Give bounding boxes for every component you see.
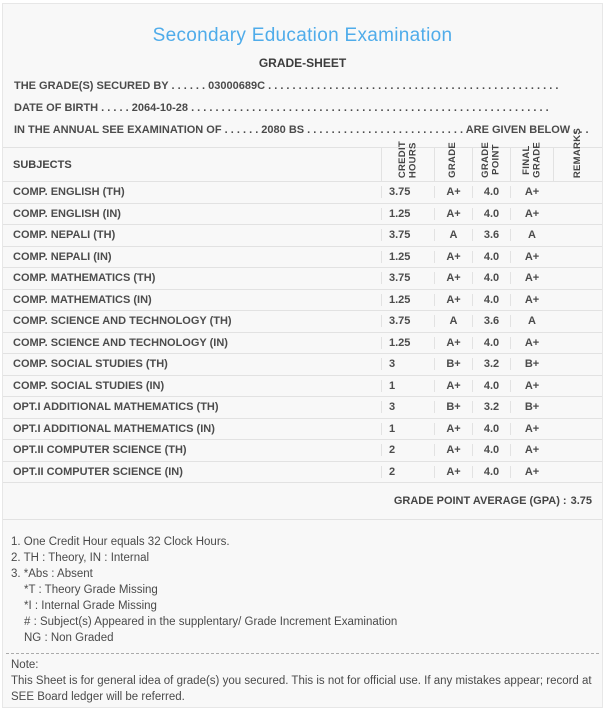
final-grade-cell: A+ [510,251,553,263]
subject-cell: COMP. SCIENCE AND TECHNOLOGY (TH) [13,315,232,328]
subject-cell: COMP. SOCIAL STUDIES (TH) [13,358,168,371]
gpa-row [3,483,602,520]
subject-cell: COMP. SOCIAL STUDIES (IN) [13,379,165,392]
grade-cell: A+ [434,337,472,349]
column-header-remarks [553,127,602,181]
grade-cell: A+ [434,423,472,435]
grade-cell: B+ [434,358,472,370]
grade-point-cell: 4.0 [472,444,510,456]
final-grade-cell: A+ [510,186,553,198]
grade-cell: A+ [434,380,472,392]
credit-hours-cell: 1 [381,423,434,435]
column-header-grade-point [472,142,510,181]
credit-hours-cell: 2 [381,444,434,456]
final-grade-cell: A+ [510,466,553,478]
subject-cell: COMP. NEPALI (TH) [13,229,116,242]
final-grade-cell: A+ [510,380,553,392]
table-row [3,225,602,247]
footnote-item: 3. *Abs : Absent [11,568,93,580]
final-grade-cell: A+ [510,423,553,435]
grade-point-vertical-label: GRADE POINT [480,142,502,178]
column-header-grade [434,142,472,181]
grade-point-cell: 4.0 [472,466,510,478]
table-row [3,290,602,312]
table-row [3,462,602,484]
final-grade-cell: A+ [510,294,553,306]
footnote-item: 1. One Credit Hour equals 32 Clock Hours. [11,536,230,548]
table-row [3,204,602,226]
credit-hours-vertical-label: CREDIT HOURS [396,140,418,178]
table-row [3,419,602,441]
note-text: This Sheet is for general idea of grade(s) you secured. This is not for official use. If any mistakes appear; record at SEE Board ledger will be referred. [11,675,592,703]
grade-cell: A+ [434,466,472,478]
subject-cell: COMP. SCIENCE AND TECHNOLOGY (IN) [13,336,228,349]
grade-cell: A+ [434,208,472,220]
subject-cell: OPT.II COMPUTER SCIENCE (TH) [13,444,187,457]
grade-point-cell: 4.0 [472,337,510,349]
table-row [3,397,602,419]
table-row [3,182,602,204]
credit-hours-cell: 3.75 [381,186,434,198]
footnote-item: *T : Theory Grade Missing [24,584,158,596]
gpa-label: GRADE POINT AVERAGE (GPA) : [393,495,567,507]
grade-point-cell: 4.0 [472,186,510,198]
grade-vertical-label: GRADE [447,142,459,178]
grade-cell: A+ [434,251,472,263]
page-title: Secondary Education Examination [152,25,453,46]
grade-sheet-subtitle: GRADE-SHEET [258,56,347,70]
grade-point-cell: 3.6 [472,229,510,241]
credit-hours-cell: 1.25 [381,337,434,349]
remarks-vertical-label: REMARKS [571,127,583,178]
subject-cell: OPT.I ADDITIONAL MATHEMATICS (IN) [13,422,215,435]
grade-cell: A [434,229,472,241]
gpa-value: 3.75 [570,495,592,507]
credit-hours-cell: 3.75 [381,229,434,241]
table-row [3,376,602,398]
info-line-date-of-birth: DATE OF BIRTH . . . . . 2064-10-28 . . . . . . . . . . . . . . . . . . . . . . . . . . . . . . . . . . . . . . . . . . . . . . . . . . . . . . . . . . . [14,102,549,114]
grade-cell: A+ [434,444,472,456]
grade-point-cell: 4.0 [472,294,510,306]
info-line-grades-secured-by: THE GRADE(S) SECURED BY . . . . . . 03000689C . . . . . . . . . . . . . . . . . . . . . . . . . . . . . . . . . . . . . . . . . . . . . . . . [14,80,559,92]
subject-cell: COMP. NEPALI (IN) [13,250,112,263]
student-info [3,75,602,141]
subject-cell: OPT.II COMPUTER SCIENCE (IN) [13,465,183,478]
column-header-final-grade [510,142,553,181]
table-row [3,440,602,462]
final-grade-cell: A+ [510,444,553,456]
footnote-item: *I : Internal Grade Missing [24,600,157,612]
credit-hours-cell: 1.25 [381,208,434,220]
final-grade-cell: A [510,315,553,327]
credit-hours-cell: 1 [381,380,434,392]
grade-cell: A [434,315,472,327]
credit-hours-cell: 1.25 [381,294,434,306]
final-grade-vertical-label: FINAL GRADE [520,142,542,178]
grade-cell: B+ [434,401,472,413]
subject-cell: COMP. ENGLISH (IN) [13,207,121,220]
column-header-subjects: SUBJECTS [13,158,72,171]
grade-cell: A+ [434,272,472,284]
final-grade-cell: A [510,229,553,241]
credit-hours-cell: 3 [381,401,434,413]
grade-point-cell: 4.0 [472,208,510,220]
info-line-examination-year: IN THE ANNUAL SEE EXAMINATION OF . . . . . . 2080 BS . . . . . . . . . . . . . . . . . . . . . . . . . . ARE GIVEN BELOW . . . [14,124,589,136]
grade-cell: A+ [434,294,472,306]
footnote-item: 2. TH : Theory, IN : Internal [11,552,150,564]
table-row [3,247,602,269]
subject-cell: OPT.I ADDITIONAL MATHEMATICS (TH) [13,401,219,414]
credit-hours-cell: 1.25 [381,251,434,263]
footnote-item: # : Subject(s) Appeared in the supplentary/ Grade Increment Examination [24,616,398,628]
final-grade-cell: A+ [510,272,553,284]
grade-sheet [2,3,603,708]
grade-point-cell: 3.2 [472,358,510,370]
grade-point-cell: 3.2 [472,401,510,413]
note-block [3,654,602,705]
credit-hours-cell: 2 [381,466,434,478]
subject-cell: COMP. MATHEMATICS (IN) [13,293,152,306]
final-grade-cell: A+ [510,208,553,220]
grade-point-cell: 4.0 [472,380,510,392]
final-grade-cell: B+ [510,358,553,370]
credit-hours-cell: 3.75 [381,272,434,284]
subject-cell: COMP. ENGLISH (TH) [13,186,125,199]
note-label: Note: [11,659,39,671]
grade-point-cell: 4.0 [472,272,510,284]
grade-point-cell: 4.0 [472,423,510,435]
footnotes [3,520,602,646]
footnote-item: NG : Non Graded [24,632,114,644]
credit-hours-cell: 3 [381,358,434,370]
credit-hours-cell: 3.75 [381,315,434,327]
column-header-credit-hours [381,140,434,181]
table-row [3,268,602,290]
subject-cell: COMP. MATHEMATICS (TH) [13,272,156,285]
table-row [3,333,602,355]
final-grade-cell: A+ [510,337,553,349]
final-grade-cell: B+ [510,401,553,413]
table-row [3,311,602,333]
table-row [3,354,602,376]
grade-cell: A+ [434,186,472,198]
grade-point-cell: 3.6 [472,315,510,327]
grade-point-cell: 4.0 [472,251,510,263]
